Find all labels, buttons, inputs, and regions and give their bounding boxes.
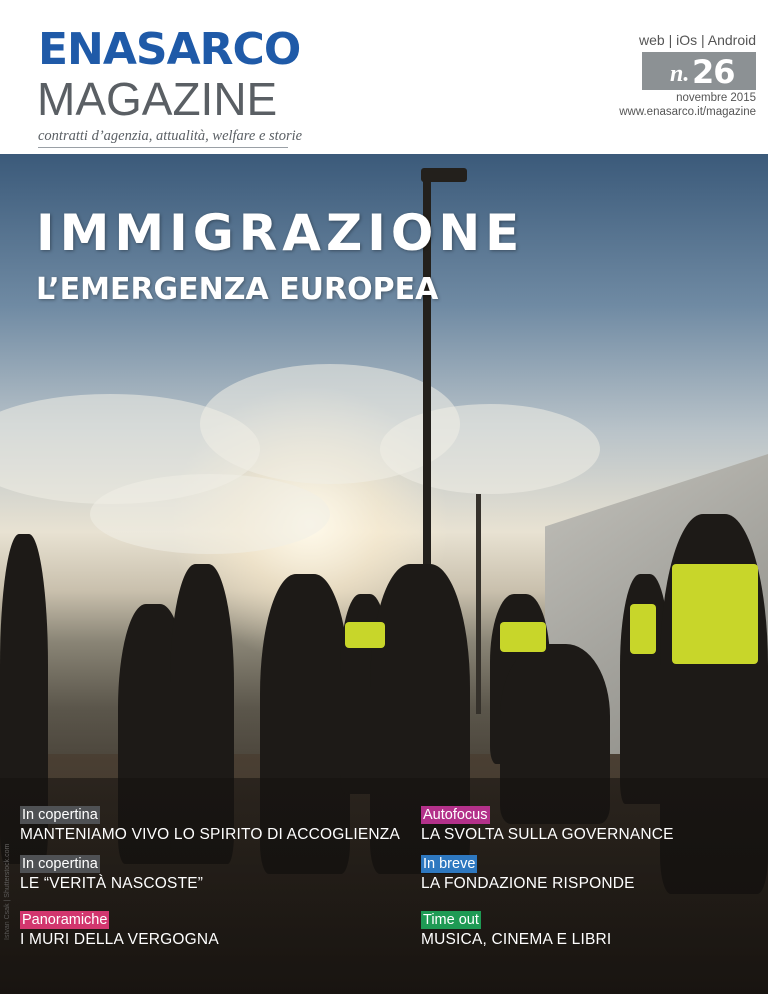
cloud: [90, 474, 330, 554]
issue-prefix: n.: [670, 61, 690, 87]
section-tag: In copertina: [22, 807, 98, 823]
police-vest: [630, 604, 656, 654]
section-tag: Time out: [423, 912, 479, 928]
section-tag: In breve: [423, 856, 476, 872]
article-title: LA FONDAZIONE RISPONDE: [421, 875, 635, 892]
contents-item[interactable]: [421, 911, 611, 950]
cover-headline: IMMIGRAZIONE: [36, 204, 525, 262]
article-title: MUSICA, CINEMA E LIBRI: [421, 931, 612, 948]
utility-pole: [476, 494, 481, 714]
section-tag: Autofocus: [423, 807, 488, 823]
contents-item[interactable]: [20, 911, 219, 950]
contents-item[interactable]: [20, 806, 400, 845]
section-tag: In copertina: [22, 856, 98, 872]
cloud: [380, 404, 600, 494]
police-vest: [345, 622, 385, 648]
contents-panel: [0, 778, 768, 994]
article-title: LE “VERITÀ NASCOSTE”: [20, 875, 204, 892]
tagline: contratti d’agenzia, attualità, welfare e storie: [38, 128, 303, 144]
police-vest: [672, 564, 758, 664]
cover-subheadline: L’EMERGENZA EUROPEA: [36, 272, 439, 307]
magazine-header: [0, 0, 768, 154]
issue-number: 26: [692, 53, 735, 91]
logo-magazine: MAGAZINE: [37, 73, 278, 125]
police-vest: [500, 622, 546, 652]
logo-enasarco: ENASARCO: [38, 24, 301, 75]
article-title: MANTENIAMO VIVO LO SPIRITO DI ACCOGLIENZA: [20, 826, 400, 843]
contents-item[interactable]: [421, 806, 674, 845]
tagline-divider: [38, 147, 288, 148]
issue-date: novembre 2015: [676, 92, 756, 104]
magazine-url[interactable]: www.enasarco.it/magazine: [619, 106, 756, 118]
contents-item[interactable]: [421, 855, 635, 894]
section-tag: Panoramiche: [22, 912, 108, 928]
article-title: I MURI DELLA VERGOGNA: [20, 931, 219, 948]
article-title: LA SVOLTA SULLA GOVERNANCE: [421, 826, 674, 843]
platforms-label: web | iOs | Android: [639, 32, 756, 48]
issue-badge: [642, 52, 756, 90]
contents-item[interactable]: [20, 855, 203, 894]
lamp-head: [421, 168, 467, 182]
